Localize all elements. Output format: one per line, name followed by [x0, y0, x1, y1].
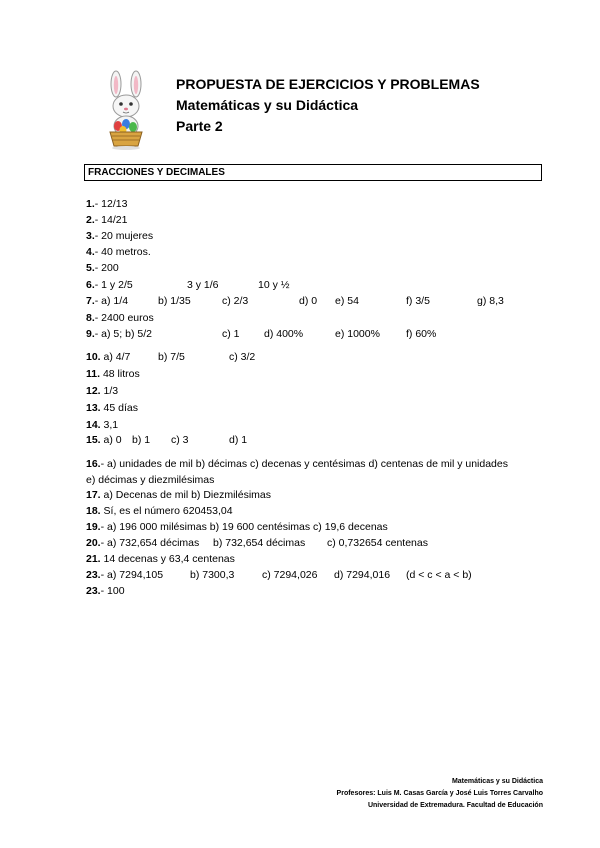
answer-19: 19.- a) 196 000 milésimas b) 19 600 centésimas c) 19,6 decenas [86, 521, 388, 533]
footer-course: Matemáticas y su Didáctica [451, 778, 543, 785]
page-part: Parte 2 [176, 118, 223, 134]
answer-20: 20.- a) 732,654 décimas b) 732,654 décimas c) 0,732654 centenas [86, 537, 428, 549]
answer-8: 8.- 2400 euros [86, 312, 154, 324]
answer-16: 16.- a) unidades de mil b) décimas c) decenas y centésimas d) centenas de mil y unidades [86, 458, 508, 470]
answer-21: 21. 14 decenas y 63,4 centenas [86, 553, 235, 565]
answer-13: 13. 45 días [86, 402, 138, 414]
page-subtitle: Matemáticas y su Didáctica [176, 97, 359, 113]
answer-10: 10. a) 4/7 b) 7/5 c) 3/2 [86, 351, 256, 363]
answer-16-cont: e) décimas y diezmilésimas [86, 474, 215, 486]
answer-17: 17. a) Decenas de mil b) Diezmilésimas [86, 489, 271, 501]
answer-3: 3.- 20 mujeres [86, 230, 154, 242]
answer-15: 15. a) 0 b) 1 c) 3 d) 1 [86, 434, 248, 446]
answer-18: 18. Sí, es el número 620453,04 [86, 505, 233, 517]
footer-university: Universidad de Extremadura. Facultad de Educación [367, 802, 543, 809]
answer-11: 11. 48 litros [86, 368, 140, 380]
answer-12: 12. 1/3 [86, 385, 119, 397]
answer-4: 4.- 40 metros. [86, 246, 151, 258]
section-title: FRACCIONES Y DECIMALES [84, 164, 542, 181]
answer-23-second: 23.- 100 [86, 585, 125, 597]
answer-6: 6.- 1 y 2/5 3 y 1/6 10 y ½ [86, 279, 290, 291]
answer-1: 1.- 12/13 [86, 198, 128, 210]
answer-14: 14. 3,1 [86, 419, 119, 431]
footer-professors: Profesores: Luis M. Casas García y José Luis Torres Carvalho [336, 790, 543, 797]
answer-2: 2.- 14/21 [86, 214, 128, 226]
page-title: PROPUESTA DE EJERCICIOS Y PROBLEMAS [176, 76, 480, 92]
answer-7: 7.- a) 1/4 b) 1/35 c) 2/3 d) 0 e) 54 f) 3/5 g) 8,3 [86, 295, 504, 307]
bunny-logo [96, 70, 156, 152]
answer-23: 23.- a) 7294,105 b) 7300,3 c) 7294,026 d) 7294,016 (d < c < a < b) [86, 569, 472, 581]
answer-5: 5.- 200 [86, 262, 119, 274]
answer-9: 9.- a) 5; b) 5/2 c) 1 d) 400% e) 1000% f) 60% [86, 328, 437, 340]
